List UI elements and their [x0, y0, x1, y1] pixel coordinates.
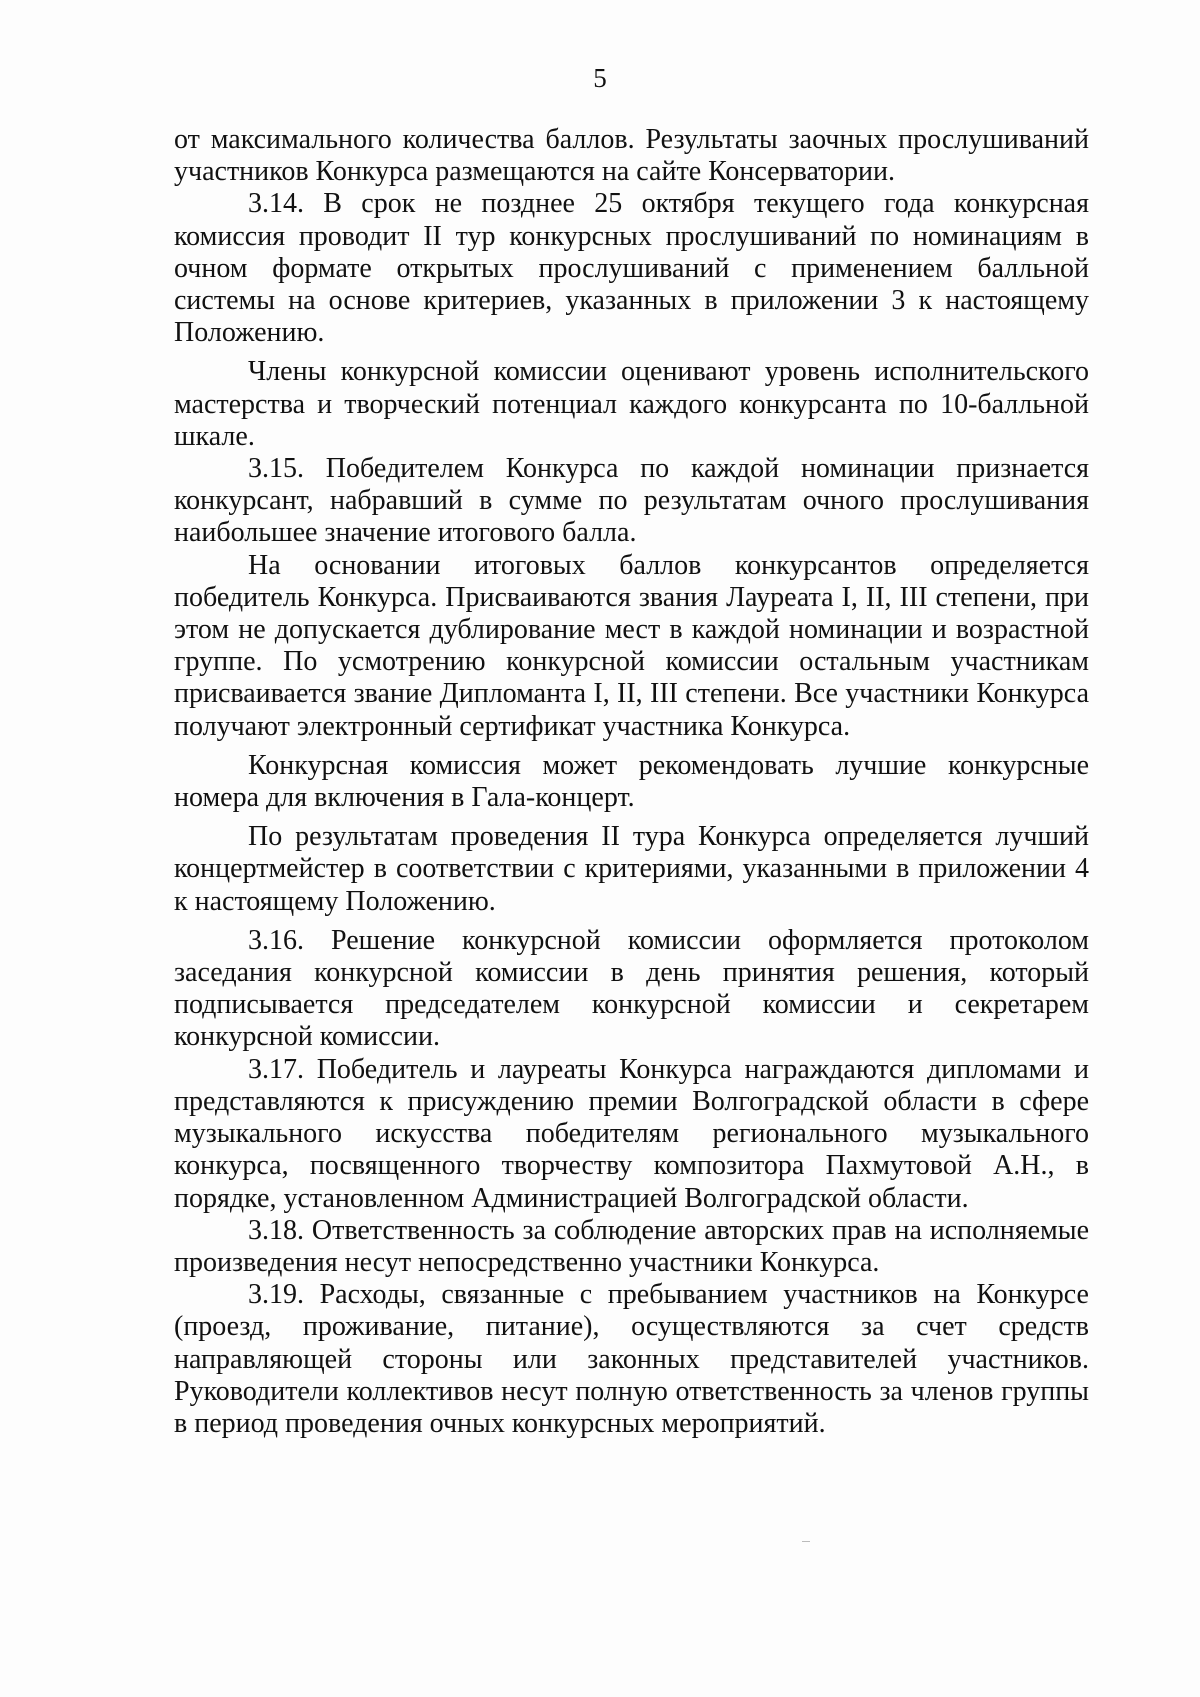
paragraph-commission-evaluation: Члены конкурсной комиссии оценивают уровень исполнительского мастерства и творческий потенциал каждого конкурсанта по 10-балльной шкале.	[174, 356, 1089, 452]
scan-speck	[802, 1541, 810, 1542]
document-body	[174, 124, 1089, 1440]
paragraph-continuation: от максимального количества баллов. Результаты заочных прослушиваний участников Конкурса размещаются на сайте Консерватории.	[174, 124, 1089, 188]
paragraph-3-18: 3.18. Ответственность за соблюдение авторских прав на исполняемые произведения несут непосредственно участники Конкурса.	[174, 1214, 1089, 1278]
paragraph-best-accompanist: По результатам проведения II тура Конкурса определяется лучший концертмейстер в соответствии с критериями, указанными в приложении 4 к настоящему Положению.	[174, 821, 1089, 917]
page-number: 5	[593, 63, 607, 93]
paragraph-gala-concert: Конкурсная комиссия может рекомендовать лучшие конкурсные номера для включения в Гала-концерт.	[174, 749, 1089, 814]
paragraph-winner-titles: На основании итоговых баллов конкурсантов определяется победитель Конкурса. Присваиваются звания Лауреата I, II, III степени, при этом не допускается дублирование мест в каждой номинации и возрастной группе. По усмотрению конкурсной комиссии остальным участникам присваивается звание Дипломанта I, II, III степени. Все участники Конкурса получают электронный сертификат участника Конкурса.	[174, 549, 1089, 742]
paragraph-3-15: 3.15. Победителем Конкурса по каждой номинации признается конкурсант, набравший в сумме по результатам очного прослушивания наибольшее значение итогового балла.	[174, 453, 1089, 549]
paragraph-3-19: 3.19. Расходы, связанные с пребыванием участников на Конкурсе (проезд, проживание, питание), осуществляются за счет средств направляющей стороны или законных представителей участников. Руководители коллективов несут полную ответственность за членов группы в период проведения очных конкурсных мероприятий.	[174, 1279, 1089, 1439]
paragraph-3-16: 3.16. Решение конкурсной комиссии оформляется протоколом заседания конкурсной комиссии в день принятия решения, который подписывается председателем конкурсной комиссии и секретарем конкурсной комиссии.	[174, 924, 1089, 1053]
paragraph-3-14: 3.14. В срок не позднее 25 октября текущего года конкурсная комиссия проводит II тур конкурсных прослушиваний по номинациям в очном формате открытых прослушиваний с применением балльной системы на основе критериев, указанных в приложении 3 к настоящему Положению.	[174, 188, 1089, 349]
paragraph-3-17: 3.17. Победитель и лауреаты Конкурса награждаются дипломами и представляются к присуждению премии Волгоградской области в сфере музыкального искусства победителям регионального музыкального конкурса, посвященного творчеству композитора Пахмутовой А.Н., в порядке, установленном Администрацией Волгоградской области.	[174, 1053, 1089, 1214]
